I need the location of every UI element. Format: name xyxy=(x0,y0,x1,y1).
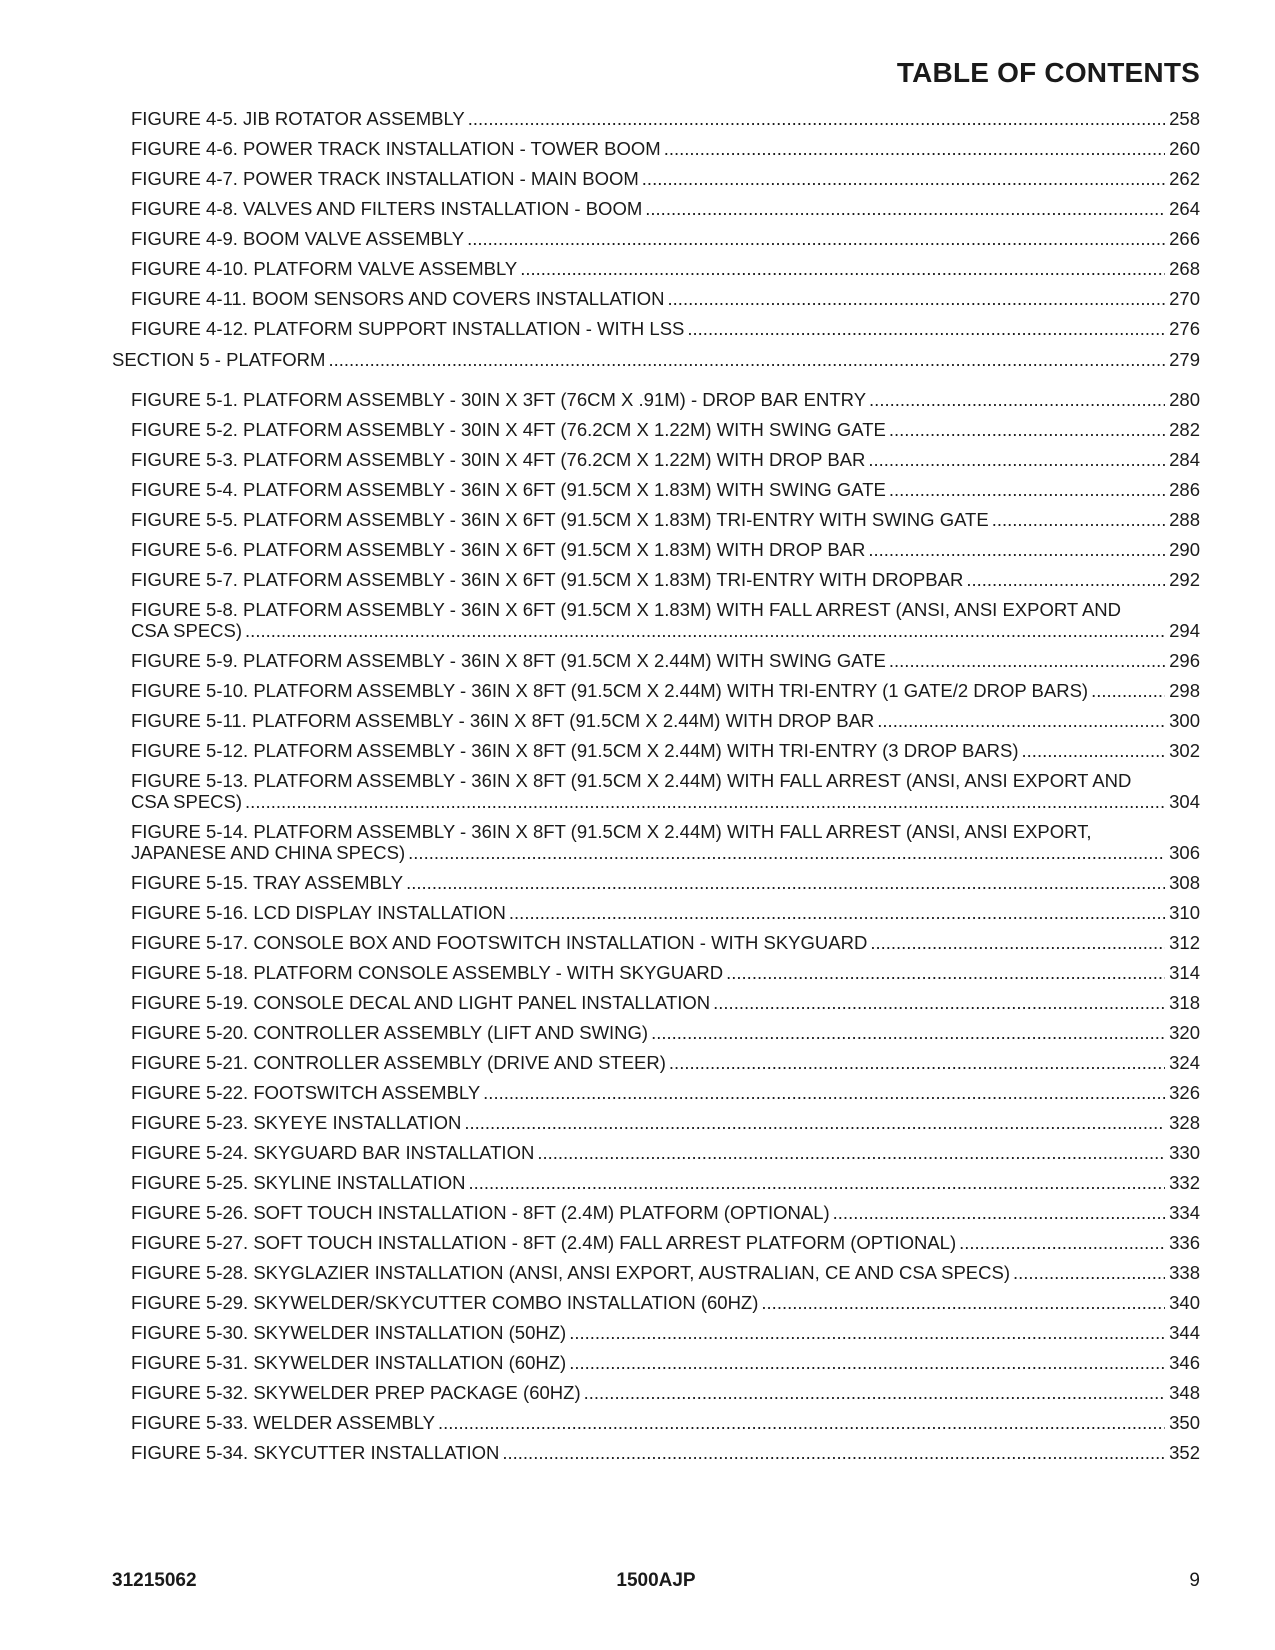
toc-entry-leader xyxy=(131,1442,1200,1463)
toc-entry-page: 340 xyxy=(1165,1292,1200,1313)
model-name: 1500AJP xyxy=(616,1570,696,1591)
toc-entry-title: FIGURE 5-26. SOFT TOUCH INSTALLATION - 8FT (2.4M) PLATFORM (OPTIONAL) xyxy=(131,1202,833,1223)
toc-entry-leader xyxy=(131,1322,1200,1343)
toc-figure-entry[interactable] xyxy=(112,228,1200,249)
toc-figure-entry[interactable] xyxy=(112,1082,1200,1103)
toc-figure-entry[interactable] xyxy=(112,770,1200,812)
toc-entry-page: 280 xyxy=(1165,389,1200,410)
toc-entry-page: 332 xyxy=(1165,1172,1200,1193)
toc-figure-entry[interactable] xyxy=(112,1412,1200,1433)
toc-entry-page: 304 xyxy=(1165,791,1200,812)
toc-entry-leader xyxy=(131,1382,1200,1403)
toc-entry-page: 296 xyxy=(1165,650,1200,671)
toc-figure-entry[interactable] xyxy=(112,680,1200,701)
toc-entry-leader xyxy=(131,389,1200,410)
toc-entry-page: 258 xyxy=(1165,108,1200,129)
toc-entry-leader xyxy=(131,569,1200,590)
toc-entry-leader xyxy=(131,138,1200,159)
toc-entry-title: FIGURE 5-31. SKYWELDER INSTALLATION (60HZ) xyxy=(131,1352,569,1373)
toc-entry-title: FIGURE 5-16. LCD DISPLAY INSTALLATION xyxy=(131,902,509,923)
toc-entry-title: FIGURE 5-13. PLATFORM ASSEMBLY - 36IN X 8FT (91.5CM X 2.44M) WITH FALL ARREST (ANSI, ANSI EXPORT AND CSA SPECS) xyxy=(131,770,1132,812)
toc-entry-leader xyxy=(131,1052,1200,1073)
toc-entry-title: FIGURE 4-9. BOOM VALVE ASSEMBLY xyxy=(131,228,467,249)
toc-entry-page: 318 xyxy=(1165,992,1200,1013)
toc-entry-leader xyxy=(131,1262,1200,1283)
toc-figure-entry[interactable] xyxy=(112,449,1200,470)
toc-entry-page: 262 xyxy=(1165,168,1200,189)
toc-entry-leader xyxy=(131,821,1200,863)
toc-entry-page: 302 xyxy=(1165,740,1200,761)
toc-entry-leader xyxy=(131,449,1200,470)
toc-entry-leader xyxy=(131,1112,1200,1133)
toc-entry-title: FIGURE 5-21. CONTROLLER ASSEMBLY (DRIVE AND STEER) xyxy=(131,1052,669,1073)
toc-entry-title: FIGURE 4-5. JIB ROTATOR ASSEMBLY xyxy=(131,108,468,129)
page-number: 9 xyxy=(1189,1570,1200,1591)
toc-figure-entry[interactable] xyxy=(112,108,1200,129)
toc-section-entry[interactable] xyxy=(112,349,1200,370)
toc-entry-leader xyxy=(131,650,1200,671)
toc-figure-entry[interactable] xyxy=(112,1382,1200,1403)
toc-entry-leader xyxy=(131,680,1200,701)
toc-entry-page: 306 xyxy=(1165,842,1200,863)
toc-entry-page: 260 xyxy=(1165,138,1200,159)
toc-entry-title: FIGURE 5-15. TRAY ASSEMBLY xyxy=(131,872,406,893)
toc-entry-leader xyxy=(131,1352,1200,1373)
toc-entry-leader xyxy=(131,419,1200,440)
toc-entry-title: FIGURE 4-7. POWER TRACK INSTALLATION - MAIN BOOM xyxy=(131,168,642,189)
toc-entry-leader xyxy=(131,599,1200,641)
toc-entry-leader xyxy=(131,1022,1200,1043)
toc-entry-page: 264 xyxy=(1165,198,1200,219)
toc-entry-page: 298 xyxy=(1165,680,1200,701)
toc-entry-leader xyxy=(131,1232,1200,1253)
toc-figure-entry[interactable] xyxy=(112,1202,1200,1223)
toc-entry-title: FIGURE 5-25. SKYLINE INSTALLATION xyxy=(131,1172,468,1193)
toc-entry-leader xyxy=(131,198,1200,219)
toc-entry-page: 328 xyxy=(1165,1112,1200,1133)
toc-entry-title: FIGURE 4-8. VALVES AND FILTERS INSTALLATION - BOOM xyxy=(131,198,645,219)
toc-entry-leader xyxy=(131,1202,1200,1223)
toc-list xyxy=(112,108,1200,1472)
toc-entry-leader xyxy=(131,740,1200,761)
toc-entry-title: FIGURE 4-10. PLATFORM VALVE ASSEMBLY xyxy=(131,258,520,279)
toc-figure-entry[interactable] xyxy=(112,1262,1200,1283)
toc-entry-leader xyxy=(112,349,1200,370)
toc-entry-leader xyxy=(131,479,1200,500)
toc-entry-title: SECTION 5 - PLATFORM xyxy=(112,349,328,370)
toc-entry-page: 310 xyxy=(1165,902,1200,923)
toc-entry-title: FIGURE 5-18. PLATFORM CONSOLE ASSEMBLY - WITH SKYGUARD xyxy=(131,962,726,983)
toc-entry-page: 282 xyxy=(1165,419,1200,440)
toc-entry-page: 286 xyxy=(1165,479,1200,500)
toc-figure-entry[interactable] xyxy=(112,479,1200,500)
toc-figure-entry[interactable] xyxy=(112,539,1200,560)
toc-entry-title: FIGURE 5-28. SKYGLAZIER INSTALLATION (ANSI, ANSI EXPORT, AUSTRALIAN, CE AND CSA SPECS) xyxy=(131,1262,1013,1283)
document-number: 31215062 xyxy=(112,1570,197,1591)
toc-entry-leader xyxy=(131,872,1200,893)
toc-entry-title: FIGURE 5-32. SKYWELDER PREP PACKAGE (60HZ) xyxy=(131,1382,584,1403)
toc-entry-page: 346 xyxy=(1165,1352,1200,1373)
toc-entry-title: FIGURE 5-2. PLATFORM ASSEMBLY - 30IN X 4FT (76.2CM X 1.22M) WITH SWING GATE xyxy=(131,419,889,440)
toc-entry-page: 308 xyxy=(1165,872,1200,893)
toc-entry-page: 288 xyxy=(1165,509,1200,530)
toc-entry-leader xyxy=(131,902,1200,923)
toc-figure-entry[interactable] xyxy=(112,138,1200,159)
toc-entry-page: 290 xyxy=(1165,539,1200,560)
toc-entry-title: FIGURE 5-27. SOFT TOUCH INSTALLATION - 8FT (2.4M) FALL ARREST PLATFORM (OPTIONAL) xyxy=(131,1232,959,1253)
toc-entry-page: 284 xyxy=(1165,449,1200,470)
toc-entry-leader xyxy=(131,1412,1200,1433)
toc-figure-entry[interactable] xyxy=(112,962,1200,983)
toc-entry-page: 270 xyxy=(1165,288,1200,309)
toc-figure-entry[interactable] xyxy=(112,168,1200,189)
toc-figure-entry[interactable] xyxy=(112,992,1200,1013)
toc-figure-entry[interactable] xyxy=(112,1172,1200,1193)
toc-entry-leader xyxy=(131,1292,1200,1313)
toc-figure-entry[interactable] xyxy=(112,198,1200,219)
toc-entry-leader xyxy=(131,288,1200,309)
toc-entry-leader xyxy=(131,1172,1200,1193)
toc-entry-page: 266 xyxy=(1165,228,1200,249)
toc-entry-page: 344 xyxy=(1165,1322,1200,1343)
toc-entry-leader xyxy=(131,770,1200,812)
toc-entry-title: FIGURE 4-12. PLATFORM SUPPORT INSTALLATION - WITH LSS xyxy=(131,318,687,339)
toc-entry-title: FIGURE 4-6. POWER TRACK INSTALLATION - TOWER BOOM xyxy=(131,138,664,159)
toc-entry-leader xyxy=(131,710,1200,731)
toc-figure-entry[interactable] xyxy=(112,1442,1200,1463)
toc-figure-entry[interactable] xyxy=(112,1022,1200,1043)
toc-entry-page: 268 xyxy=(1165,258,1200,279)
toc-entry-page: 300 xyxy=(1165,710,1200,731)
toc-entry-title: FIGURE 5-30. SKYWELDER INSTALLATION (50HZ) xyxy=(131,1322,569,1343)
toc-figure-entry[interactable] xyxy=(112,389,1200,410)
toc-entry-title: FIGURE 5-29. SKYWELDER/SKYCUTTER COMBO INSTALLATION (60HZ) xyxy=(131,1292,761,1313)
toc-entry-title: FIGURE 5-23. SKYEYE INSTALLATION xyxy=(131,1112,464,1133)
toc-entry-leader xyxy=(131,962,1200,983)
toc-entry-leader xyxy=(131,992,1200,1013)
toc-entry-page: 330 xyxy=(1165,1142,1200,1163)
toc-figure-entry[interactable] xyxy=(112,872,1200,893)
toc-figure-entry[interactable] xyxy=(112,509,1200,530)
toc-entry-page: 336 xyxy=(1165,1232,1200,1253)
toc-figure-entry[interactable] xyxy=(112,1292,1200,1313)
toc-entry-leader xyxy=(131,168,1200,189)
toc-entry-page: 326 xyxy=(1165,1082,1200,1103)
toc-entry-title: FIGURE 5-9. PLATFORM ASSEMBLY - 36IN X 8FT (91.5CM X 2.44M) WITH SWING GATE xyxy=(131,650,889,671)
toc-figure-entry[interactable] xyxy=(112,650,1200,671)
toc-entry-title: FIGURE 5-1. PLATFORM ASSEMBLY - 30IN X 3FT (76CM X .91M) - DROP BAR ENTRY xyxy=(131,389,869,410)
toc-entry-leader xyxy=(131,539,1200,560)
toc-figure-entry[interactable] xyxy=(112,1322,1200,1343)
toc-entry-leader xyxy=(131,1082,1200,1103)
toc-entry-page: 292 xyxy=(1165,569,1200,590)
page-title: TABLE OF CONTENTS xyxy=(896,57,1200,88)
toc-entry-title: FIGURE 5-7. PLATFORM ASSEMBLY - 36IN X 6FT (91.5CM X 1.83M) TRI-ENTRY WITH DROPBAR xyxy=(131,569,966,590)
toc-entry-title: FIGURE 5-4. PLATFORM ASSEMBLY - 36IN X 6FT (91.5CM X 1.83M) WITH SWING GATE xyxy=(131,479,889,500)
toc-entry-page: 352 xyxy=(1165,1442,1200,1463)
toc-entry-title: FIGURE 5-3. PLATFORM ASSEMBLY - 30IN X 4FT (76.2CM X 1.22M) WITH DROP BAR xyxy=(131,449,868,470)
toc-entry-title: FIGURE 5-11. PLATFORM ASSEMBLY - 36IN X 8FT (91.5CM X 2.44M) WITH DROP BAR xyxy=(131,710,877,731)
toc-entry-leader xyxy=(131,108,1200,129)
toc-entry-title: FIGURE 4-11. BOOM SENSORS AND COVERS INSTALLATION xyxy=(131,288,668,309)
toc-entry-leader xyxy=(131,258,1200,279)
toc-figure-entry[interactable] xyxy=(112,258,1200,279)
toc-entry-title: FIGURE 5-24. SKYGUARD BAR INSTALLATION xyxy=(131,1142,537,1163)
toc-entry-title: FIGURE 5-33. WELDER ASSEMBLY xyxy=(131,1412,438,1433)
toc-entry-title: FIGURE 5-34. SKYCUTTER INSTALLATION xyxy=(131,1442,502,1463)
page-footer xyxy=(112,1570,1200,1594)
toc-entry-title: FIGURE 5-8. PLATFORM ASSEMBLY - 36IN X 6FT (91.5CM X 1.83M) WITH FALL ARREST (ANSI, ANSI EXPORT AND CSA SPECS) xyxy=(131,599,1122,641)
toc-entry-title: FIGURE 5-12. PLATFORM ASSEMBLY - 36IN X 8FT (91.5CM X 2.44M) WITH TRI-ENTRY (3 DROP BARS) xyxy=(131,740,1022,761)
toc-figure-entry[interactable] xyxy=(112,1352,1200,1373)
toc-figure-entry[interactable] xyxy=(112,318,1200,339)
toc-entry-title: FIGURE 5-17. CONSOLE BOX AND FOOTSWITCH INSTALLATION - WITH SKYGUARD xyxy=(131,932,870,953)
toc-figure-entry[interactable] xyxy=(112,288,1200,309)
toc-entry-page: 348 xyxy=(1165,1382,1200,1403)
toc-figure-entry[interactable] xyxy=(112,902,1200,923)
toc-entry-page: 338 xyxy=(1165,1262,1200,1283)
toc-figure-entry[interactable] xyxy=(112,932,1200,953)
toc-entry-title: FIGURE 5-10. PLATFORM ASSEMBLY - 36IN X 8FT (91.5CM X 2.44M) WITH TRI-ENTRY (1 GATE/2 DROP BARS) xyxy=(131,680,1091,701)
toc-entry-page: 276 xyxy=(1165,318,1200,339)
toc-entry-page: 279 xyxy=(1165,349,1200,370)
toc-figure-entry[interactable] xyxy=(112,740,1200,761)
toc-figure-entry[interactable] xyxy=(112,1142,1200,1163)
toc-entry-leader xyxy=(131,509,1200,530)
toc-entry-leader xyxy=(131,318,1200,339)
toc-entry-title: FIGURE 5-14. PLATFORM ASSEMBLY - 36IN X 8FT (91.5CM X 2.44M) WITH FALL ARREST (ANSI, ANSI EXPORT, JAPANESE AND CHINA SPECS) xyxy=(131,821,1092,863)
toc-figure-entry[interactable] xyxy=(112,821,1200,863)
toc-entry-page: 314 xyxy=(1165,962,1200,983)
toc-entry-page: 324 xyxy=(1165,1052,1200,1073)
toc-entry-title: FIGURE 5-5. PLATFORM ASSEMBLY - 36IN X 6FT (91.5CM X 1.83M) TRI-ENTRY WITH SWING GATE xyxy=(131,509,992,530)
toc-figure-entry[interactable] xyxy=(112,710,1200,731)
toc-entry-leader xyxy=(131,932,1200,953)
toc-figure-entry[interactable] xyxy=(112,1232,1200,1253)
toc-entry-leader xyxy=(131,228,1200,249)
toc-entry-title: FIGURE 5-19. CONSOLE DECAL AND LIGHT PANEL INSTALLATION xyxy=(131,992,713,1013)
toc-figure-entry[interactable] xyxy=(112,599,1200,641)
toc-entry-page: 312 xyxy=(1165,932,1200,953)
toc-entry-page: 294 xyxy=(1165,620,1200,641)
toc-entry-leader xyxy=(131,1142,1200,1163)
toc-entry-page: 334 xyxy=(1165,1202,1200,1223)
toc-entry-title: FIGURE 5-22. FOOTSWITCH ASSEMBLY xyxy=(131,1082,483,1103)
toc-entry-page: 350 xyxy=(1165,1412,1200,1433)
toc-figure-entry[interactable] xyxy=(112,1052,1200,1073)
toc-figure-entry[interactable] xyxy=(112,569,1200,590)
toc-figure-entry[interactable] xyxy=(112,1112,1200,1133)
toc-figure-entry[interactable] xyxy=(112,419,1200,440)
toc-entry-title: FIGURE 5-20. CONTROLLER ASSEMBLY (LIFT AND SWING) xyxy=(131,1022,651,1043)
toc-entry-page: 320 xyxy=(1165,1022,1200,1043)
toc-entry-title: FIGURE 5-6. PLATFORM ASSEMBLY - 36IN X 6FT (91.5CM X 1.83M) WITH DROP BAR xyxy=(131,539,868,560)
